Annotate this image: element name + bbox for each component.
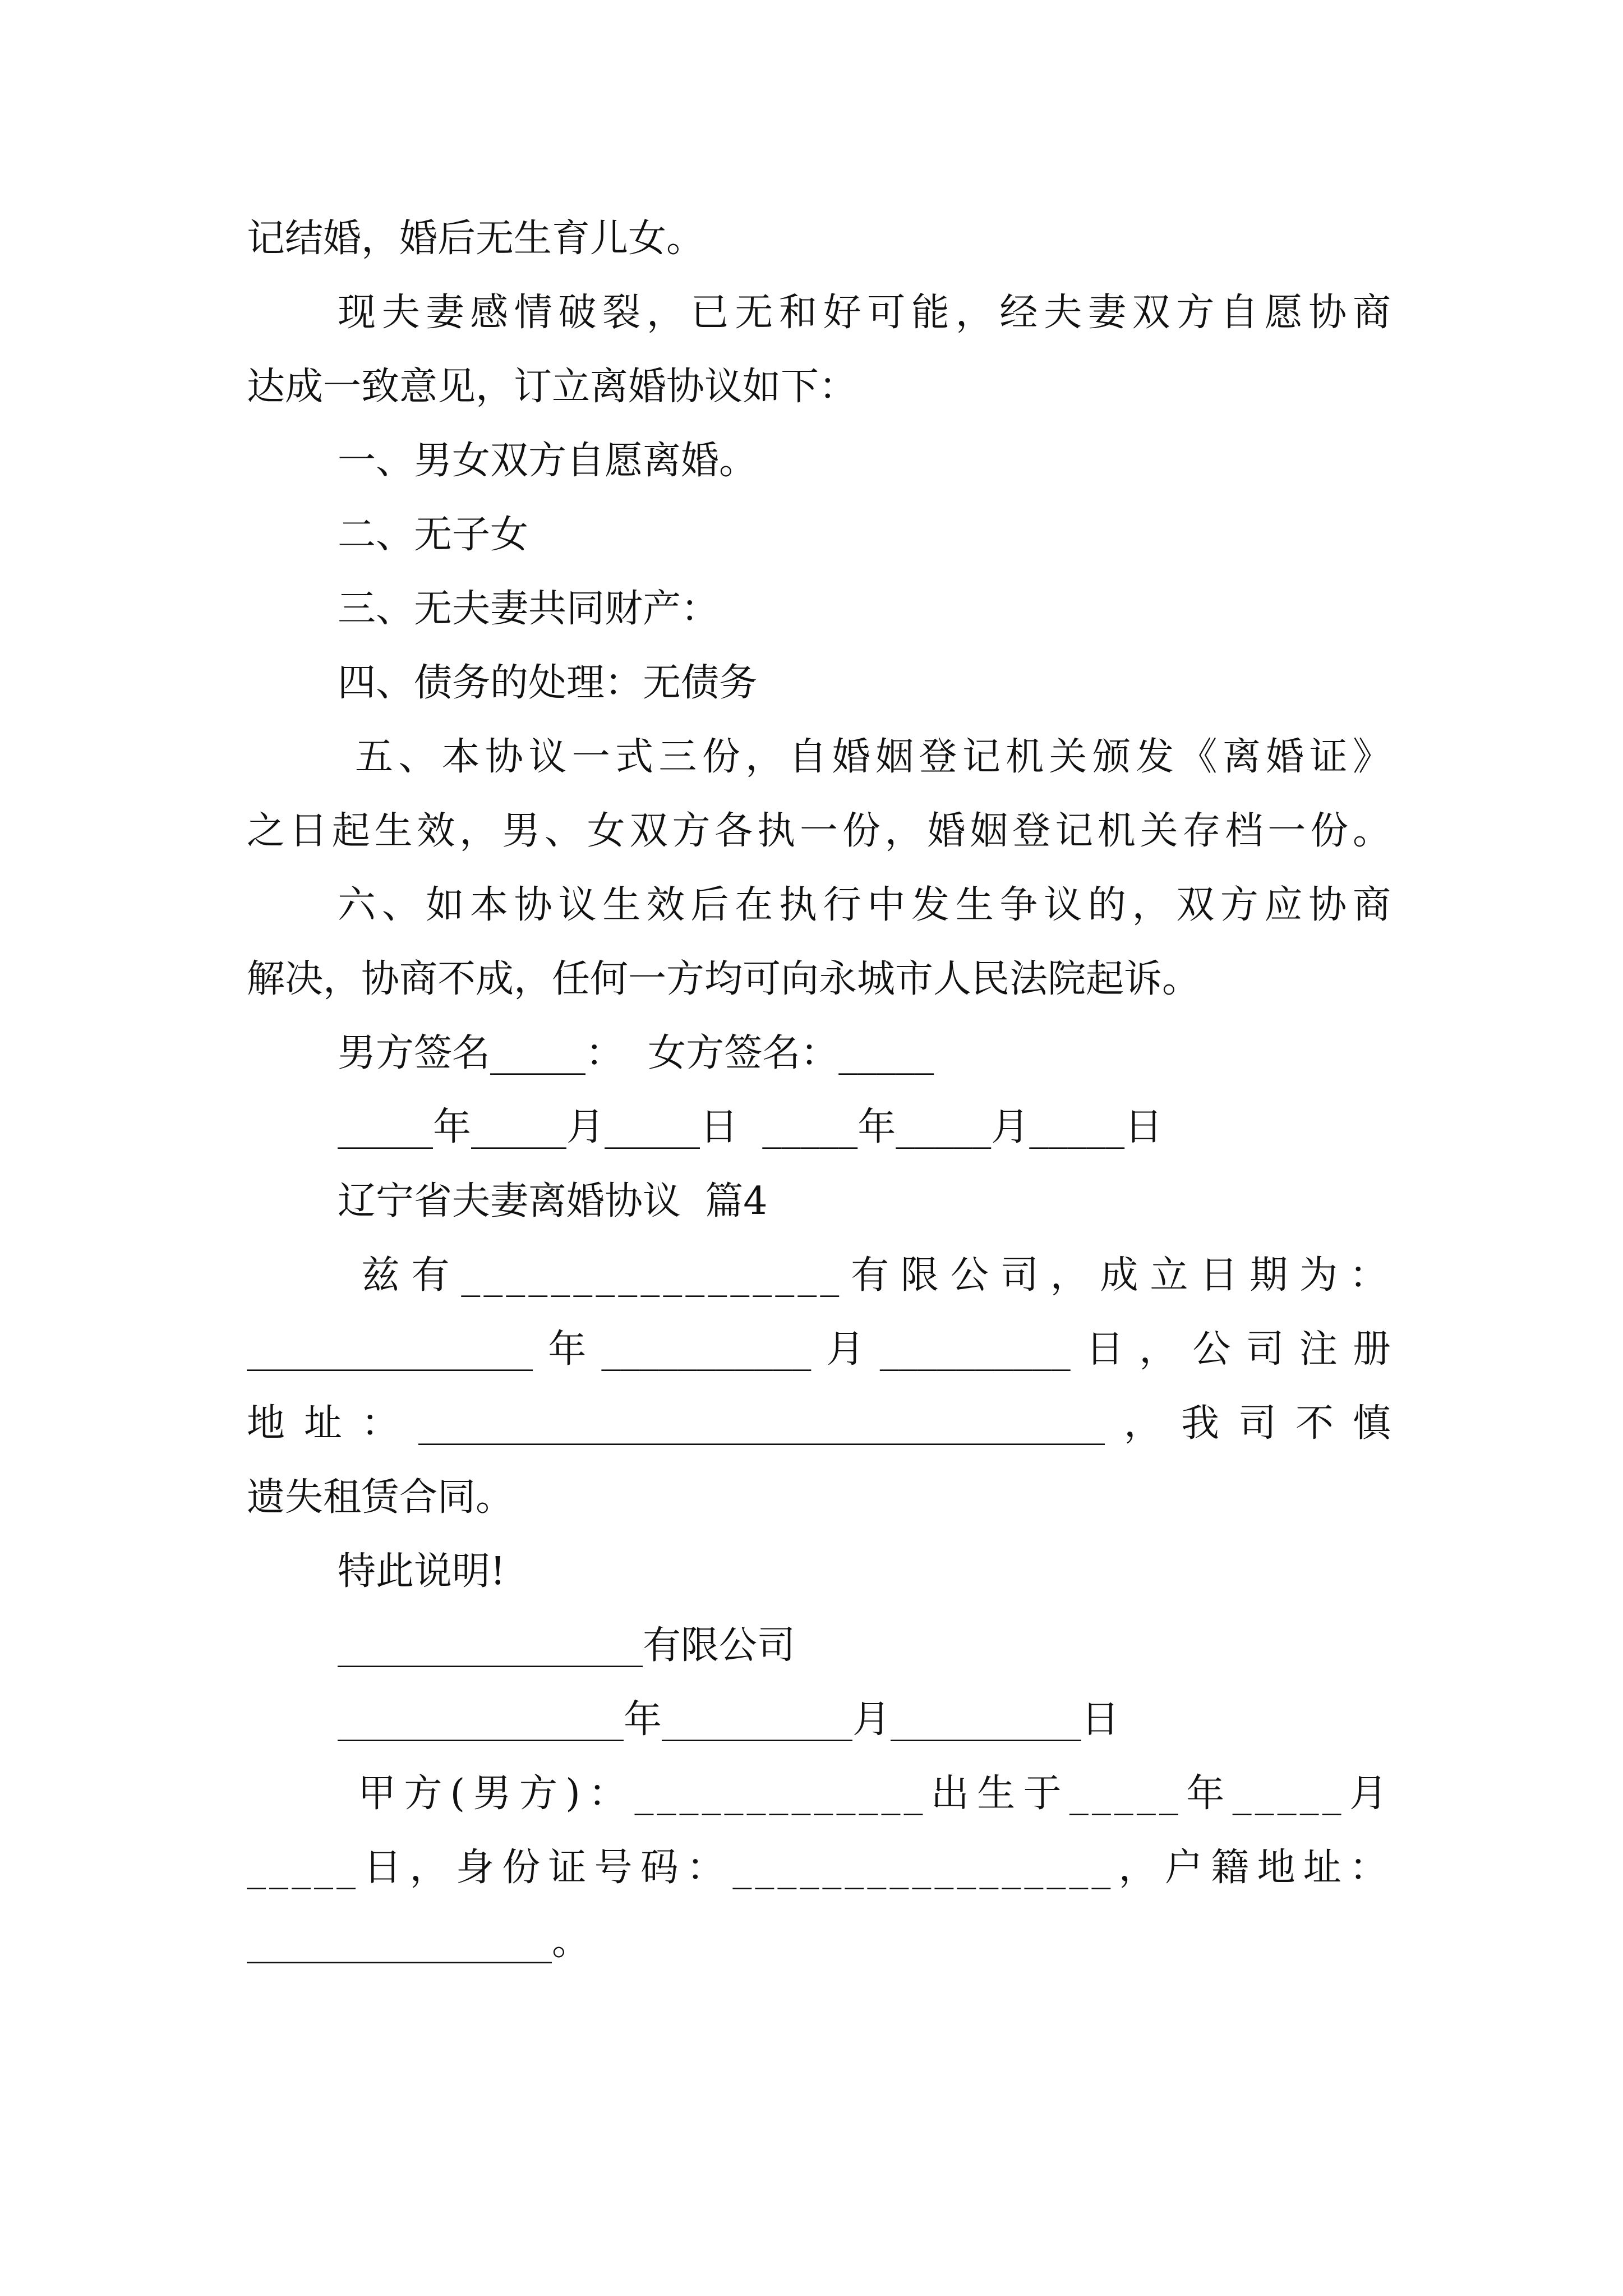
text-line: 现夫妻感情破裂，已无和好可能，经夫妻双方自愿协商 <box>338 291 1391 335</box>
text-line: 男方签名_____： 女方签名：_____ <box>338 1031 934 1075</box>
text-line: 六、如本协议生效后在执行中发生争议的，双方应协商 <box>338 883 1391 927</box>
text-line: ________________有限公司 <box>338 1623 796 1668</box>
text-line: 一、男女双方自愿离婚。 <box>338 439 758 483</box>
text-line: ________________。 <box>247 1920 591 1964</box>
text-line: 兹有_________________有限公司，成立日期为： <box>338 1253 1391 1297</box>
text-line: 地址：____________________________________，我司不慎 <box>247 1401 1391 1446</box>
text-line: 五、本协议一式三份，自婚姻登记机关颁发《离婚证》 <box>338 735 1391 779</box>
text-line: _____年_____月_____日 _____年_____月_____日 <box>338 1105 1163 1149</box>
section-heading: 辽宁省夫妻离婚协议 篇4 <box>338 1179 768 1223</box>
text-line: _____日，身份证号码：_________________，户籍地址： <box>247 1846 1391 1890</box>
text-line: _______________年___________月__________日，公司注册 <box>247 1327 1391 1372</box>
text-line: 遗失租赁合同。 <box>247 1475 514 1520</box>
text-line: 特此说明! <box>338 1549 506 1594</box>
text-line: 解决，协商不成，任何一方均可向永城市人民法院起诉。 <box>247 957 1201 1001</box>
text-line: _______________年__________月__________日 <box>338 1697 1120 1742</box>
text-line: 之日起生效，男、女双方各执一份，婚姻登记机关存档一份。 <box>247 809 1391 853</box>
text-line: 记结婚，婚后无生育儿女。 <box>247 217 705 261</box>
text-line: 二、无子女 <box>338 513 529 557</box>
text-line: 达成一致意见，订立离婚协议如下： <box>247 365 857 409</box>
text-line: 三、无夫妻共同财产： <box>338 587 720 631</box>
text-line: 甲方(男方)：_____________出生于_____年_____月 <box>338 1772 1391 1816</box>
text-line: 四、债务的处理：无债务 <box>338 661 758 705</box>
